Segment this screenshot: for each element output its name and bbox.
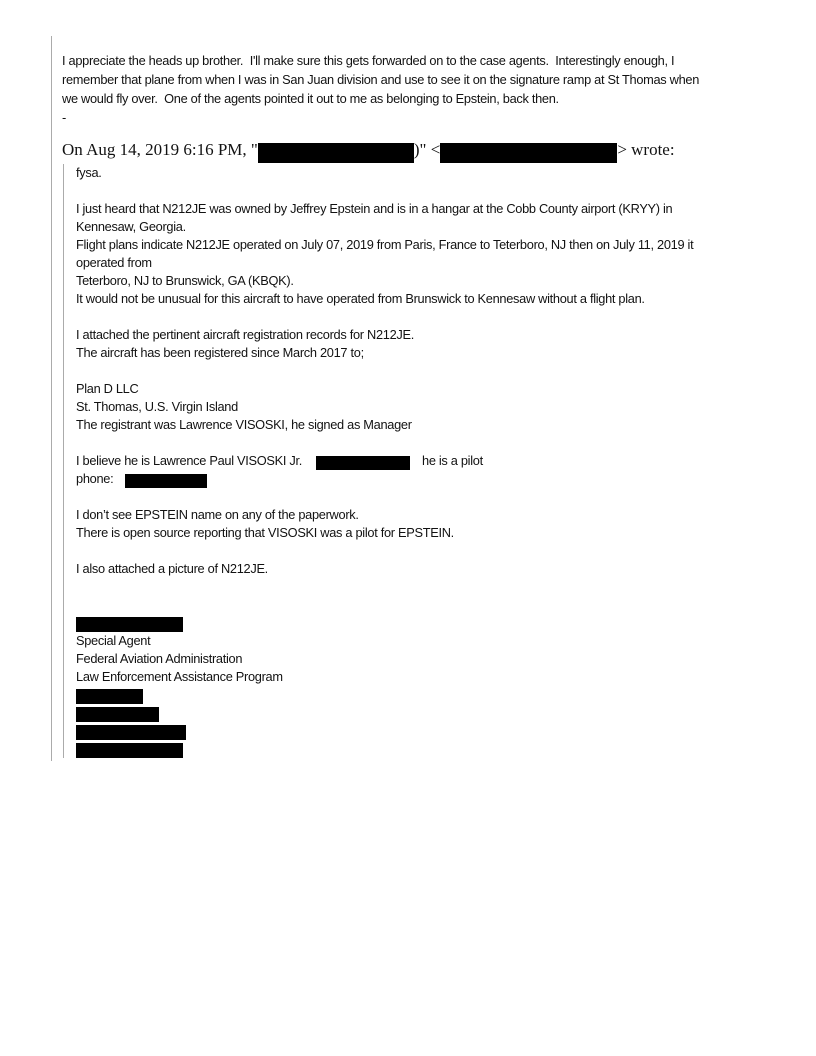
email-line: Special Agent — [76, 633, 151, 648]
blank-line — [76, 362, 816, 380]
email-line: I don’t see EPSTEIN name on any of the paperwork. — [76, 507, 359, 522]
email-line: The aircraft has been registered since March 2017 to; — [76, 345, 364, 360]
intro-line: I appreciate the heads up brother. I'll make sure this gets forwarded on to the case agents. Interestingly enough, I — [62, 53, 675, 68]
email-line — [76, 470, 816, 488]
email-line: Law Enforcement Assistance Program — [76, 669, 283, 684]
email-line: fysa. — [76, 165, 102, 180]
redaction-bar — [76, 725, 186, 740]
email-line: Kennesaw, Georgia. — [76, 219, 186, 234]
quote-attribution-line — [62, 139, 816, 161]
redaction-bar — [316, 456, 410, 470]
blank-line — [76, 434, 816, 452]
redaction-bar — [125, 474, 207, 488]
redaction-bar — [258, 143, 414, 163]
email-line: I attached the pertinent aircraft registration records for N212JE. — [76, 327, 414, 342]
blank-line — [76, 542, 816, 560]
redacted-line — [76, 740, 816, 758]
email-line: I also attached a picture of N212JE. — [76, 561, 268, 576]
redacted-line — [76, 614, 816, 632]
redaction-bar — [76, 617, 183, 632]
text-segment: I believe he is Lawrence Paul VISOSKI Jr. — [76, 453, 302, 468]
email-line: Plan D LLC — [76, 381, 139, 396]
email-line: Federal Aviation Administration — [76, 651, 243, 666]
blank-line — [76, 182, 816, 200]
outer-quote-block — [51, 36, 816, 761]
blank-line — [76, 578, 816, 596]
intro-line: - — [62, 110, 66, 125]
text-segment: phone: — [76, 471, 114, 486]
email-line: There is open source reporting that VISOSKI was a pilot for EPSTEIN. — [76, 525, 454, 540]
blank-line — [76, 488, 816, 506]
redacted-line — [76, 686, 816, 704]
blank-line — [76, 308, 816, 326]
email-line — [76, 452, 816, 470]
intro-line: remember that plane from when I was in San Juan division and use to see it on the signature ramp at St Thomas when — [62, 72, 700, 87]
redaction-bar — [440, 143, 617, 163]
intro-line: we would fly over. One of the agents pointed it out to me as belonging to Epstein, back then. — [62, 91, 559, 106]
text-segment: he is a pilot — [422, 453, 483, 468]
text-segment: > wrote: — [617, 140, 675, 159]
redaction-bar — [76, 743, 183, 758]
redaction-bar — [76, 689, 143, 704]
quoted-email-body — [63, 164, 816, 758]
email-line: Teterboro, NJ to Brunswick, GA (KBQK). — [76, 273, 294, 288]
email-line: St. Thomas, U.S. Virgin Island — [76, 399, 238, 414]
email-line: It would not be unusual for this aircraft to have operated from Brunswick to Kennesaw without a flight plan. — [76, 291, 645, 306]
text-segment: )" < — [413, 140, 441, 159]
blank-line — [76, 596, 816, 614]
text-segment: On Aug 14, 2019 6:16 PM, " — [62, 140, 258, 159]
email-line: operated from — [76, 255, 152, 270]
redacted-line — [76, 704, 816, 722]
email-line: The registrant was Lawrence VISOSKI, he signed as Manager — [76, 417, 412, 432]
redacted-line — [76, 722, 816, 740]
email-line: Flight plans indicate N212JE operated on July 07, 2019 from Paris, France to Teterboro, NJ then on July 11, 2019 it — [76, 237, 694, 252]
reply-paragraph — [62, 51, 816, 127]
email-line: I just heard that N212JE was owned by Jeffrey Epstein and is in a hangar at the Cobb County airport (KRYY) in — [76, 201, 673, 216]
redaction-bar — [76, 707, 159, 722]
